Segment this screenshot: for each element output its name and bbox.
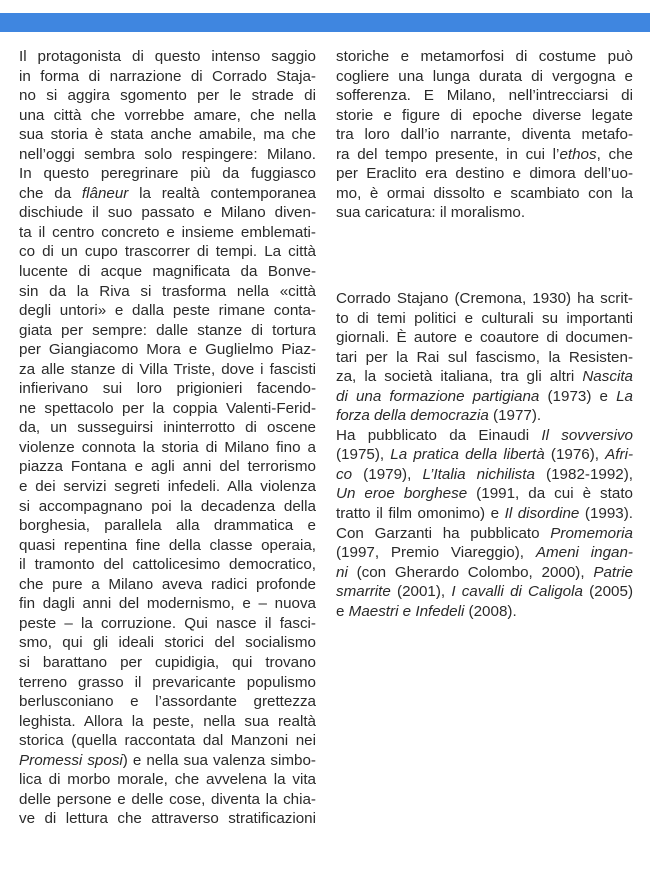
text-line: mo, è ormai dissolto e scambiato con la bbox=[336, 184, 633, 202]
text-line: storie e figure di epoche diverse legate bbox=[336, 106, 633, 124]
text-line: nell’oggi sembra solo respingere: Milano. bbox=[19, 145, 316, 163]
text-line: lica di morbo morale, che avvelena la vita bbox=[19, 771, 316, 789]
text-line: forza della democrazia (1977). bbox=[336, 407, 542, 425]
text-line: fin dagli anni del modernismo, e – nuova bbox=[19, 595, 316, 613]
text-line: smarrite (2001), I cavalli di Caligola (2005) bbox=[336, 583, 634, 601]
text-line: tratto il film omonimo) e Il disordine (1993). bbox=[336, 505, 634, 523]
text-line: ve di lettura che attraverso stratificazioni bbox=[19, 810, 316, 828]
text-line: storica (quella raccontata dal Manzoni nei bbox=[19, 732, 316, 750]
text-line: per Giangiacomo Mora e Guglielmo Piaz- bbox=[19, 341, 316, 359]
blurb-left-column bbox=[19, 47, 316, 829]
text-line: ni (con Gherardo Colombo, 2000), Patrie bbox=[336, 563, 633, 581]
text-line: piazza Fontana e agli anni del terrorismo bbox=[19, 458, 316, 476]
text-line: Un eroe borghese (1991, da cui è stato bbox=[336, 485, 633, 503]
author-bio bbox=[336, 289, 633, 621]
text-line: Promessi sposi) e nella sua valenza simbo- bbox=[19, 751, 316, 769]
text-line: giornali. È autore e coautore di documen- bbox=[336, 329, 633, 347]
text-line: che pure a Milano aveva radici profonde bbox=[19, 575, 316, 593]
text-line: ra del tempo presente, in cui l’ethos, che bbox=[336, 145, 633, 163]
text-line: Ha pubblicato da Einaudi Il sovversivo bbox=[336, 426, 633, 444]
text-line: dischiude il suo passato e Milano diven- bbox=[19, 204, 316, 222]
text-line: sofferenza. E Milano, nell’intrecciarsi di bbox=[336, 87, 633, 105]
text-line: ta il centro concreto e insieme emblemati- bbox=[19, 223, 316, 241]
text-line: borghesia, parallela alla drammatica e bbox=[19, 517, 316, 535]
text-line: berlusconiano e l’assordante grettezza bbox=[19, 693, 316, 711]
text-line: leghista. Allora la peste, nella sua realtà bbox=[19, 712, 316, 730]
text-line: quasi repentina fine della classe operaia, bbox=[19, 536, 316, 554]
text-line: ne spettacolo per la coppia Valenti-Ferid- bbox=[19, 399, 316, 417]
text-line: to di temi politici e culturali su importanti bbox=[336, 309, 633, 327]
text-line: violenze connota la storia di Milano fino a bbox=[19, 438, 316, 456]
text-line: co (1979), L’Italia nichilista (1982-1992), bbox=[336, 465, 634, 483]
text-line: e dei servizi segreti infedeli. Alla violenza bbox=[19, 478, 316, 496]
text-line: che da flâneur la realtà contemporanea bbox=[19, 184, 316, 202]
text-line: tra loro dall’io narrante, diventa metafo- bbox=[336, 126, 633, 144]
header-color-band bbox=[0, 13, 650, 32]
text-line: storiche e metamorfosi di costume può bbox=[336, 48, 633, 65]
text-line: cogliere una lunga durata di vergogna e bbox=[336, 67, 633, 85]
text-line: si accompagnano poi la decadenza della bbox=[19, 497, 316, 515]
text-line: lucente di acque magnificata da Bonve- bbox=[19, 263, 316, 281]
text-line: una città che vorrebbe amare, che nella bbox=[19, 106, 316, 124]
text-line: di una formazione partigiana (1973) e La bbox=[336, 387, 633, 405]
text-line: terreno grasso il prevaricante populismo bbox=[19, 673, 316, 691]
text-line: co di un cupo trascorrer di tempi. La città bbox=[19, 243, 316, 261]
text-line: degli untori» e dalla peste rimane conta- bbox=[19, 302, 316, 320]
text-line: sin da la Riva si trasforma nella «città bbox=[19, 282, 316, 300]
text-line: Corrado Stajano (Cremona, 1930) ha scrit- bbox=[336, 290, 633, 307]
text-line: in forma di narrazione di Corrado Staja- bbox=[19, 67, 316, 85]
text-line: per Eraclito era destino e dimora dell’uo- bbox=[336, 165, 633, 183]
text-line: Con Garzanti ha pubblicato Promemoria bbox=[336, 524, 633, 542]
text-line: si barattano per cupidigia, qui trovano bbox=[19, 653, 316, 671]
text-line: tari per la Rai sul fascismo, la Resisten- bbox=[336, 348, 633, 366]
text-line: sua caricatura: il moralismo. bbox=[336, 204, 526, 222]
text-line: no si aggira sgomento per le strade di bbox=[19, 87, 316, 105]
text-line: peste – la corruzione. Qui nasce il fasci- bbox=[19, 614, 316, 632]
text-line: da, un susseguirsi ininterrotto di oscene bbox=[19, 419, 316, 437]
text-line: delle persone e delle cose, diventa la chia- bbox=[19, 790, 316, 808]
text-line: infierivano sui loro prigionieri facendo- bbox=[19, 380, 316, 398]
text-line: sua storia è stata anche amabile, ma che bbox=[19, 126, 316, 144]
text-line: (1997, Premio Viareggio), Ameni ingan- bbox=[336, 544, 633, 562]
text-line: za alle stanze di Villa Triste, dove i fascisti bbox=[19, 360, 316, 378]
text-line: e Maestri e Infedeli (2008). bbox=[336, 602, 517, 620]
blurb-right-column bbox=[336, 47, 633, 223]
text-line: Il protagonista di questo intenso saggio bbox=[19, 48, 316, 65]
text-line: (1975), La pratica della libertà (1976), Afri- bbox=[336, 446, 634, 464]
text-line: In questo peregrinare più da fuggiasco bbox=[19, 165, 316, 183]
text-line: smo, qui gli ideali storici del socialismo bbox=[19, 634, 316, 652]
text-line: za, la società italiana, tra gli altri Nascita bbox=[336, 368, 633, 386]
text-line: il tramonto del cattolicesimo democratico, bbox=[19, 556, 316, 574]
text-line: giata per sempre: dalle stanze di tortura bbox=[19, 321, 316, 339]
